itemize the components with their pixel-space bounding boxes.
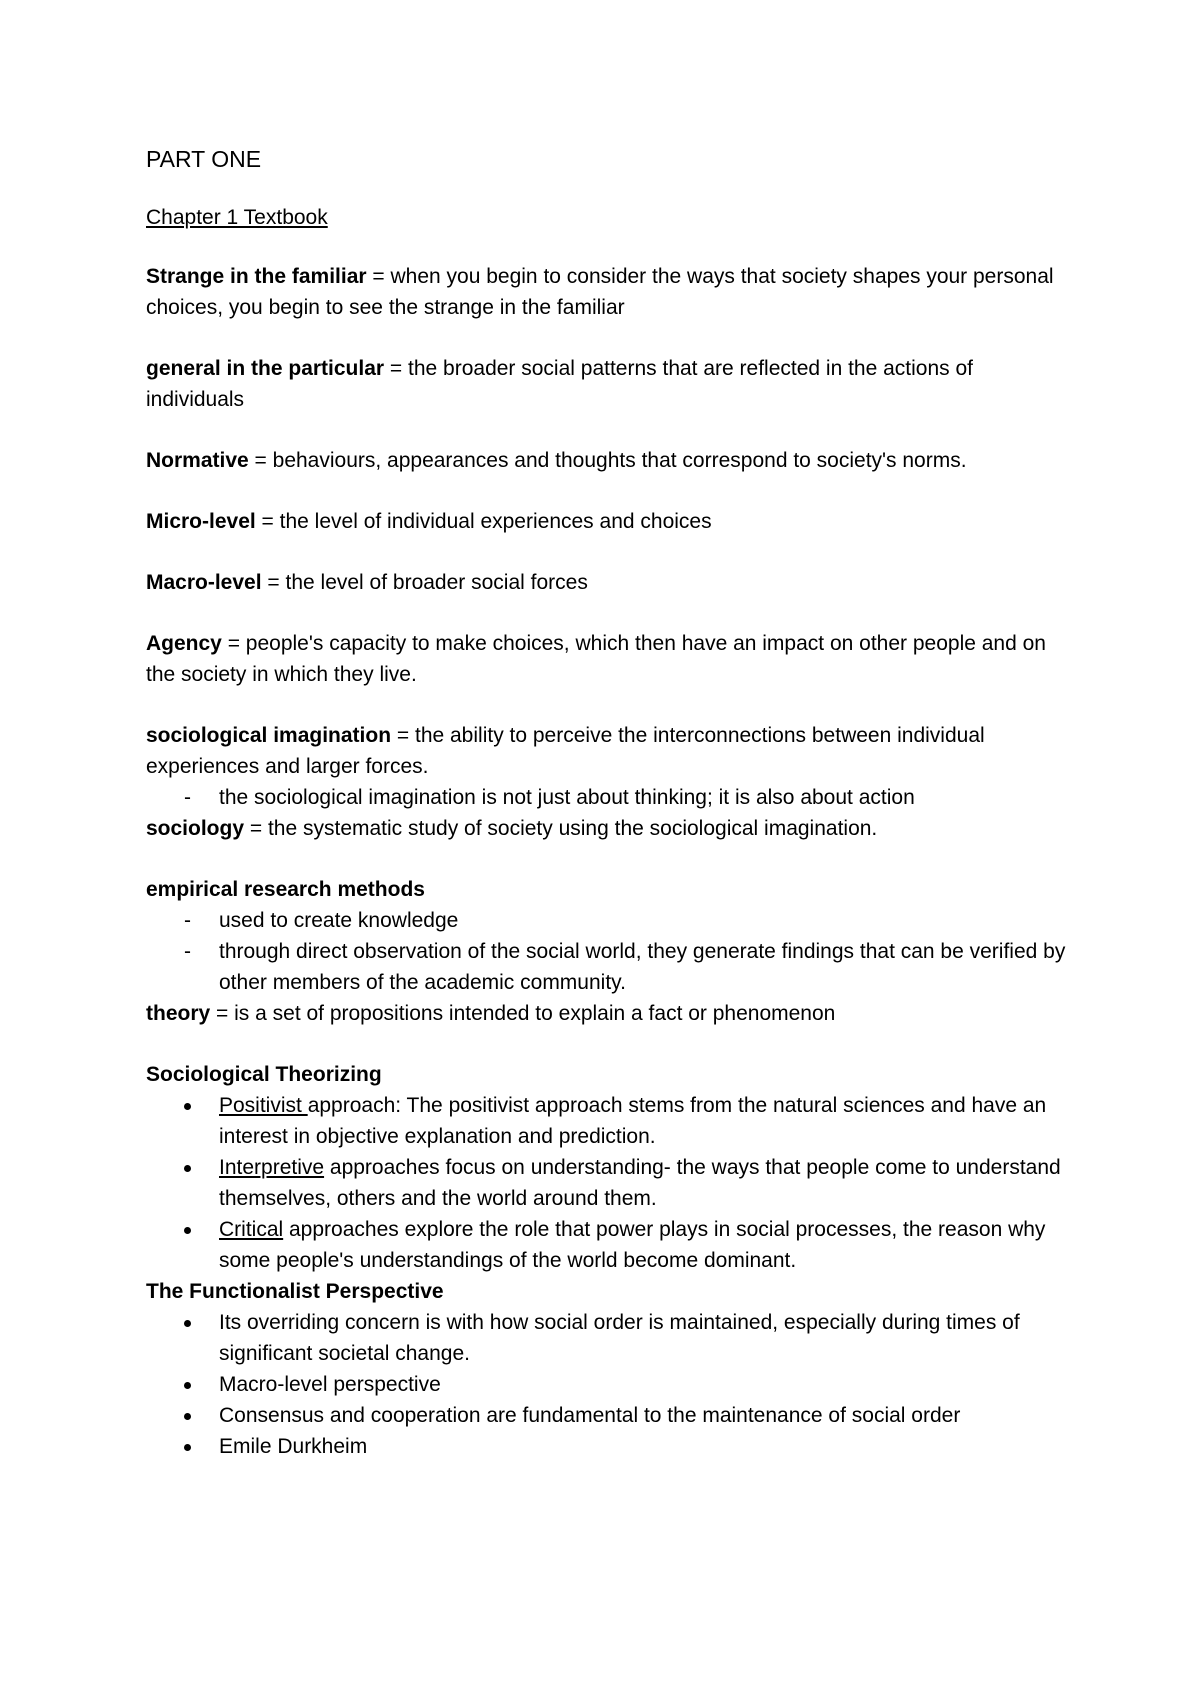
empirical-heading: empirical research methods — [146, 878, 425, 901]
page-title: PART ONE — [146, 146, 262, 172]
definition-text: = behaviours, appearances and thoughts that correspond to society's norms. — [248, 449, 967, 472]
definition-theory — [146, 998, 1066, 1029]
definition-macro-level — [146, 567, 1066, 598]
definition-text: = people's capacity to make choices, which then have an impact on other people and on the society in which they live. — [146, 632, 1046, 686]
definition-term: Strange in the familiar — [146, 265, 367, 288]
list-item-text: Macro-level perspective — [219, 1373, 441, 1396]
definition-micro-level — [146, 506, 1066, 537]
list-item — [146, 936, 1066, 998]
definition-strange-in-familiar — [146, 261, 1066, 323]
definition-text: = the systematic study of society using the sociological imagination. — [244, 817, 878, 840]
list-item-text: Its overriding concern is with how social order is maintained, especially during times of significant societal change. — [219, 1311, 1020, 1365]
definition-sociology — [146, 813, 1066, 844]
list-item — [146, 905, 1066, 936]
list-item-text: used to create knowledge — [219, 909, 459, 932]
theorizing-list — [146, 1090, 1066, 1276]
list-item — [146, 1090, 1066, 1152]
definition-text: = is a set of propositions intended to explain a fact or phenomenon — [210, 1002, 836, 1025]
definition-term: sociology — [146, 817, 245, 840]
definition-term: Macro-level — [146, 571, 262, 594]
list-item — [146, 1369, 1066, 1400]
definition-text: = when you begin to consider the ways that society shapes your personal choices, you begin to see the strange in the familiar — [146, 265, 1054, 319]
list-item-text: approaches explore the role that power plays in social processes, the reason why some people's understandings of the world become dominant. — [219, 1218, 1046, 1272]
list-item — [146, 1307, 1066, 1369]
definition-normative — [146, 445, 1066, 476]
approach-label: Interpretive — [219, 1156, 325, 1179]
bullet-marker — [184, 1165, 191, 1172]
list-item — [146, 782, 1066, 813]
list-item-text: approaches focus on understanding- the ways that people come to understand themselves, others and the world around them. — [219, 1156, 1061, 1210]
list-item — [146, 1152, 1066, 1214]
functionalist-heading: The Functionalist Perspective — [146, 1280, 444, 1303]
list-item-text: the sociological imagination is not just about thinking; it is also about action — [219, 786, 915, 809]
list-item-text: through direct observation of the social world, they generate findings that can be verified by other members of the academic community. — [219, 940, 1066, 994]
sociological-imagination-list — [146, 782, 1066, 813]
bullet-marker — [184, 1444, 191, 1451]
dash-marker: - — [184, 909, 191, 932]
bullet-marker — [184, 1413, 191, 1420]
definition-text: = the broader social patterns that are reflected in the actions of individuals — [146, 357, 974, 411]
approach-label: Positivist — [219, 1094, 308, 1117]
list-item-text: Emile Durkheim — [219, 1435, 368, 1458]
definition-term: general in the particular — [146, 357, 385, 380]
bullet-marker — [184, 1103, 191, 1110]
list-item — [146, 1214, 1066, 1276]
bullet-marker — [184, 1382, 191, 1389]
list-item-text: Consensus and cooperation are fundamental to the maintenance of social order — [219, 1404, 961, 1427]
dash-marker: - — [184, 786, 191, 809]
definition-general-in-particular — [146, 353, 1066, 415]
list-item — [146, 1431, 1066, 1462]
definition-term: theory — [146, 1002, 211, 1025]
empirical-list — [146, 905, 1066, 998]
definition-term: Agency — [146, 632, 222, 655]
definition-text: = the level of individual experiences and choices — [255, 510, 712, 533]
list-item — [146, 1400, 1066, 1431]
definition-term: Normative — [146, 449, 249, 472]
definition-agency — [146, 628, 1066, 690]
dash-marker: - — [184, 940, 191, 963]
definition-sociological-imagination — [146, 720, 1066, 782]
definition-text: = the level of broader social forces — [261, 571, 588, 594]
functionalist-list — [146, 1307, 1066, 1462]
chapter-heading: Chapter 1 Textbook — [146, 206, 328, 229]
definition-text: = the ability to perceive the interconnections between individual experiences and larger forces. — [146, 724, 985, 778]
theorizing-heading: Sociological Theorizing — [146, 1063, 382, 1086]
bullet-marker — [184, 1320, 191, 1327]
document-content — [146, 142, 1066, 1462]
bullet-marker — [184, 1227, 191, 1234]
definition-term: sociological imagination — [146, 724, 392, 747]
approach-label: Critical — [219, 1218, 284, 1241]
definition-term: Micro-level — [146, 510, 256, 533]
list-item-text: approach: The positivist approach stems from the natural sciences and have an interest in objective explanation and prediction. — [219, 1094, 1047, 1148]
